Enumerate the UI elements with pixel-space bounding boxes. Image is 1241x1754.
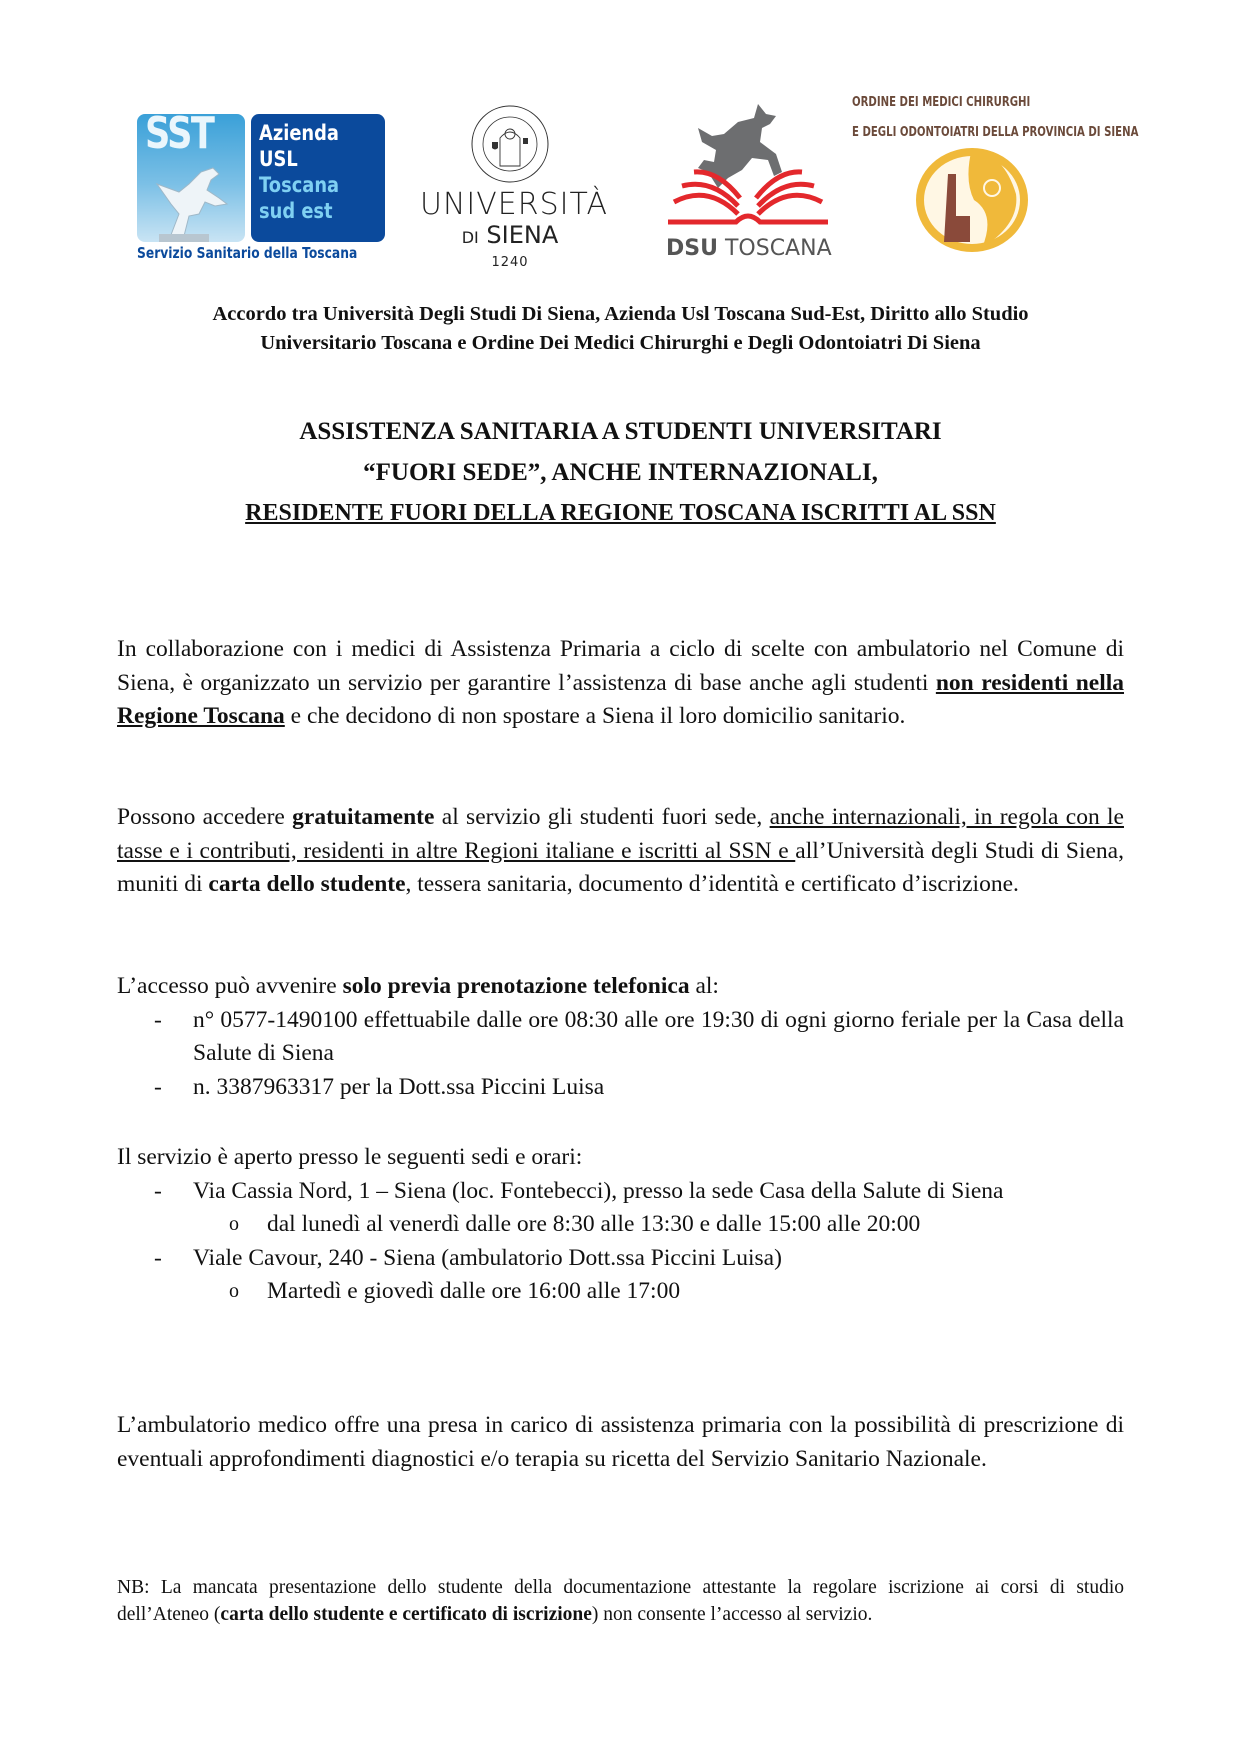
title-line-2: “FUORI SEDE”, ANCHE INTERNAZIONALI,	[363, 459, 878, 486]
unisi-subtitle: DI SIENA	[461, 221, 559, 249]
emphasis-documents: carta dello studente e certificato di iscrizione	[220, 1604, 592, 1625]
emphasis-prenotazione: solo previa prenotazione telefonica	[342, 973, 690, 999]
unisi-year: 1240	[491, 255, 529, 270]
title-line-1: ASSISTENZA SANITARIA A STUDENTI UNIVERSITARI	[299, 418, 942, 445]
dash-bullet-icon: -	[154, 1073, 162, 1100]
sst-azienda-usl-logo	[137, 114, 387, 264]
booking-intro: L’accesso può avvenire solo previa prenotazione telefonica al:	[117, 973, 719, 999]
hours-item: o dal lunedì al venerdì dalle ore 8:30 alle 13:30 e dalle 15:00 alle 20:00	[117, 1208, 1124, 1242]
location-item	[117, 1175, 1124, 1242]
locations-intro: Il servizio è aperto presso le seguenti sedi e orari:	[117, 1144, 583, 1170]
location-item	[117, 1242, 1124, 1309]
location-address: Via Cassia Nord, 1 – Siena (loc. Fontebecci), presso la sede Casa della Salute di Siena	[193, 1177, 1004, 1204]
agreement-line-2: Universitario Toscana e Ordine Dei Medici Chirurghi e Degli Odontoiatri Di Siena	[260, 332, 981, 354]
emphasis-non-residenti: non residenti nella Regione Toscana	[117, 669, 1125, 729]
sst-caption: Servizio Sanitario della Toscana	[137, 244, 358, 262]
university-seal-icon	[470, 104, 550, 184]
sst-image-panel	[137, 114, 245, 242]
dash-bullet-icon: -	[154, 1177, 162, 1204]
agreement-line-1: Accordo tra Università Degli Studi Di Siena, Azienda Usl Toscana Sud-Est, Diritto allo Studio	[212, 303, 1029, 325]
sst-line-sud-est: sud est	[259, 199, 333, 223]
title-line-3: RESIDENTE FUORI DELLA REGIONE TOSCANA ISCRITTI AL SSN	[245, 500, 996, 526]
phone-list-item: - n° 0577-1490100 effettuabile dalle ore 08:30 alle ore 19:30 di ogni giorno feriale per la Casa della Salute di Siena	[117, 1004, 1124, 1071]
hours-list	[193, 1275, 1124, 1309]
hours-item: o Martedì e giovedì dalle ore 16:00 alle 17:00	[117, 1275, 1124, 1309]
location-address: Viale Cavour, 240 - Siena (ambulatorio Dott.ssa Piccini Luisa)	[193, 1244, 782, 1271]
circle-bullet-icon: o	[229, 1280, 239, 1302]
booking-section	[117, 970, 1124, 1104]
phone-list-item: - n. 3387963317 per la Dott.ssa Piccini Luisa	[117, 1071, 1124, 1105]
emphasis-gratuitamente: gratuitamente	[292, 804, 435, 830]
dash-bullet-icon: -	[154, 1006, 162, 1033]
hours-list	[193, 1208, 1124, 1242]
nota-bene: NB: La mancata presentazione dello studente della documentazione attestante la regolare iscrizione ai corsi di studio dell’Ateneo (carta dello studente e certificato di iscrizione) non consente l’accesso al servizio.	[117, 1577, 1124, 1625]
sst-letters: SST	[145, 114, 214, 159]
dsu-wordmark: DSU TOSCANA	[666, 236, 832, 261]
sst-line-toscana: Toscana	[259, 173, 340, 197]
locations-list	[117, 1175, 1124, 1309]
pegasus-book-icon	[658, 98, 838, 238]
agreement-heading	[100, 300, 1141, 358]
emphasis-carta-studente: carta dello studente	[208, 871, 406, 897]
sst-line-azienda: Azienda	[259, 121, 339, 145]
ordine-medici-siena-logo	[852, 88, 1152, 268]
unisi-name: UNIVERSITÀ	[420, 187, 608, 222]
universita-di-siena-logo	[420, 104, 608, 274]
page-title	[100, 411, 1141, 534]
services-paragraph: L’ambulatorio medico offre una presa in carico di assistenza primaria con la possibilità di prescrizione di eventuali approfondimenti diagnostici e/o terapia su ricetta del Servizio Sanitario Nazionale.	[117, 1412, 1124, 1472]
intro-paragraph: In collaborazione con i medici di Assistenza Primaria a ciclo di scelte con ambulatorio nel Comune di Siena, è organizzato un servizio per garantire l’assistenza di base anche agli studenti non residenti nella Regione Toscana e che decidono di non spostare a Siena il loro domicilio sanitario.	[117, 636, 1125, 729]
ordine-line-2: E DEGLI ODONTOIATRI DELLA PROVINCIA DI SIENA	[852, 125, 1139, 140]
circle-bullet-icon: o	[229, 1213, 239, 1235]
eligibility-paragraph: Possono accedere gratuitamente al servizio gli studenti fuori sede, anche internazionali, in regola con le tasse e i contributi, residenti in altre Regioni italiane e iscritti al SSN e all’Università degli Studi di Siena, muniti di carta dello studente, tessera sanitaria, documento d’identità e certificato d’iscrizione.	[117, 804, 1124, 897]
dsu-toscana-logo	[658, 98, 838, 268]
tower-serpent-emblem-icon	[912, 144, 1032, 254]
locations-section	[117, 1141, 1124, 1309]
dash-bullet-icon: -	[154, 1244, 162, 1271]
pegasus-statue-icon	[149, 154, 239, 242]
phone-list	[117, 1004, 1124, 1105]
sst-name-panel	[251, 114, 385, 242]
sst-line-usl: USL	[259, 147, 298, 171]
eligibility-underlined: anche internazionali, in regola con le tasse e i contributi, residenti in altre Regioni italiane e iscritti al SSN e	[117, 804, 1124, 864]
ordine-line-1: ORDINE DEI MEDICI CHIRURGHI	[852, 95, 1031, 110]
